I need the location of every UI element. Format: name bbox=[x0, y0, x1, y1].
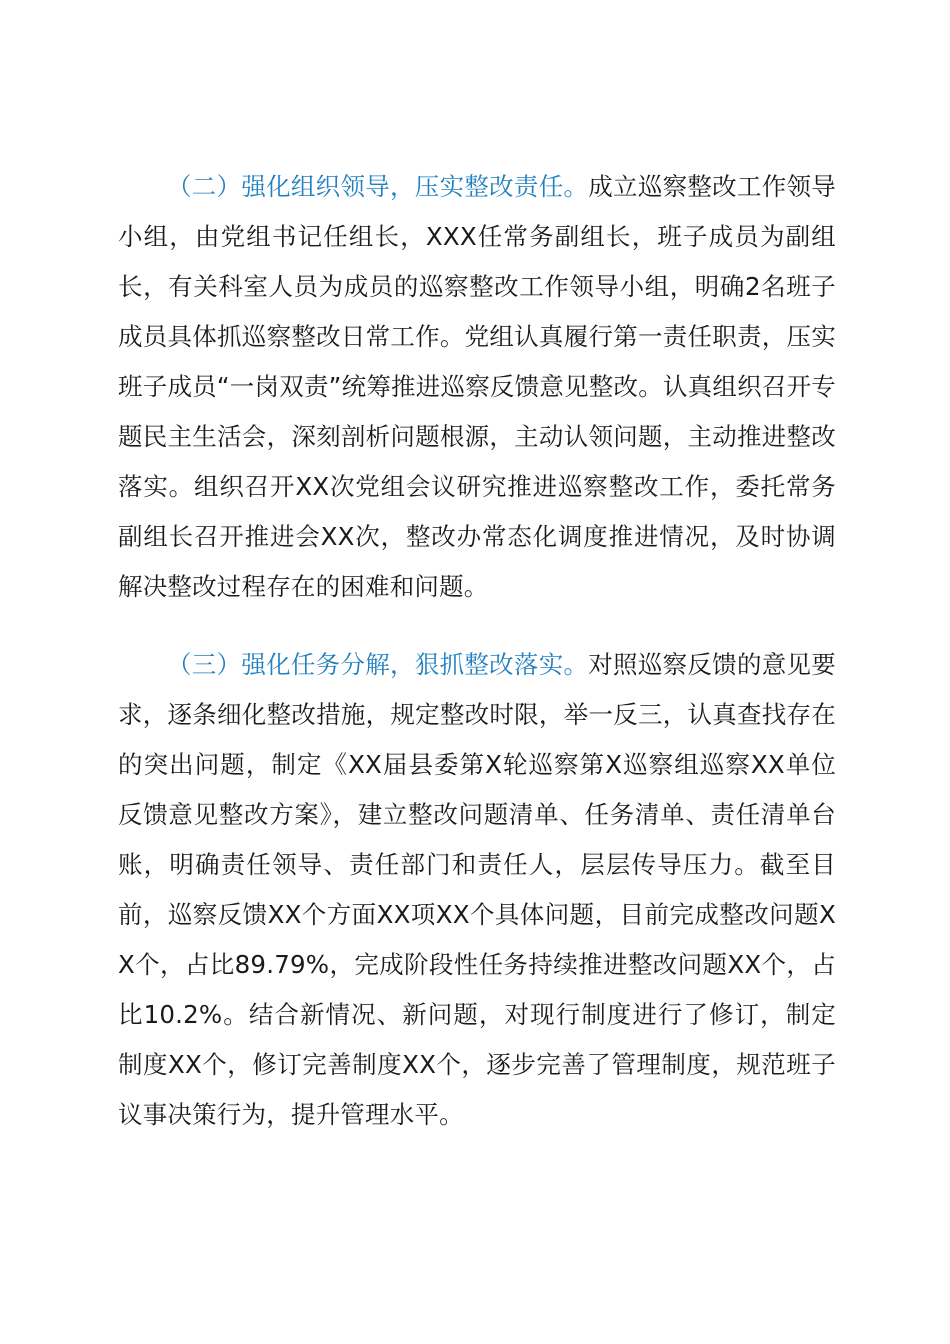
section-2-body: 成立巡察整改工作领导小组，由党组书记任组长，XXX任常务副组长，班子成员为副组长，有关科室人员为成员的巡察整改工作领导小组，明确2名班子成员具体抓巡察整改日常工作。党组认真履行第一责任职责，压实班子成员“一岗双责”统筹推进巡察反馈意见整改。认真组织召开专题民主生活会，深刻剖析问题根源，主动认领问题，主动推进整改落实。组织召开XX次党组会议研究推进巡察整改工作，委托常务副组长召开推进会XX次，整改办常态化调度推进情况，及时协调解决整改过程存在的困难和问题。 bbox=[118, 172, 837, 601]
document-body bbox=[118, 162, 836, 1140]
section-2-heading: （二）强化组织领导，压实整改责任。 bbox=[167, 172, 589, 201]
section-3-paragraph bbox=[118, 640, 836, 1140]
section-3-body: 对照巡察反馈的意见要求，逐条细化整改措施，规定整改时限，举一反三，认真查找存在的突出问题，制定《XX届县委第X轮巡察第X巡察组巡察XX单位反馈意见整改方案》，建立整改问题清单、任务清单、责任清单台账，明确责任领导、责任部门和责任人，层层传导压力。截至目前，巡察反馈XX个方面XX项XX个具体问题，目前完成整改问题XX个，占比89.79%，完成阶段性任务持续推进整改问题XX个，占比10.2%。结合新情况、新问题，对现行制度进行了修订，制定制度XX个，修订完善制度XX个，逐步完善了管理制度，规范班子议事决策行为，提升管理水平。 bbox=[118, 650, 837, 1129]
section-2-paragraph bbox=[118, 162, 836, 612]
section-3-heading: （三）强化任务分解，狠抓整改落实。 bbox=[167, 650, 589, 679]
